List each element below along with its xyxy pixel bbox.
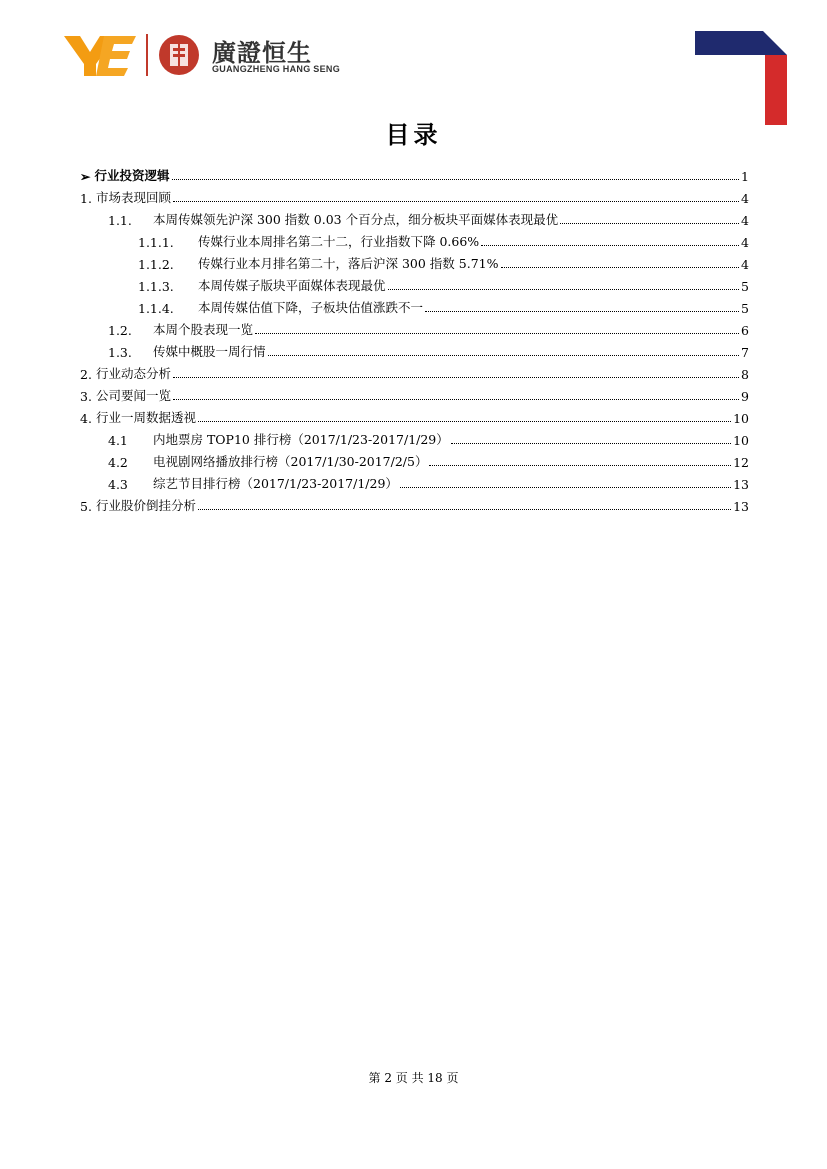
toc-entry-number: 1. xyxy=(80,191,92,206)
toc-entry-number: 1.1.1. xyxy=(138,235,174,250)
toc-entry-label: 行业股价倒挂分析 xyxy=(95,498,196,513)
toc-leader-dots xyxy=(172,179,740,180)
brand-name-en: GUANGZHENG HANG SENG xyxy=(212,64,341,74)
toc-entry-label: 本周传媒子版块平面媒体表现最优 xyxy=(198,278,386,293)
toc-page-number: 6 xyxy=(741,323,749,338)
toc-entry-number: 1.1.3. xyxy=(138,279,174,294)
toc-entry-label: 传媒行业本周排名第二十二，行业指数下降 0.66% xyxy=(198,234,480,249)
toc-entry-label: 传媒中概股一周行情 xyxy=(153,344,266,359)
toc-entry-number: 1.2. xyxy=(108,323,132,338)
toc-entry[interactable] xyxy=(108,450,749,470)
toc-leader-dots xyxy=(173,399,739,400)
toc-page-number: 8 xyxy=(741,367,749,382)
toc-entry[interactable] xyxy=(108,428,749,448)
toc-leader-dots xyxy=(388,289,739,290)
toc-entry[interactable] xyxy=(80,164,749,184)
toc-entry[interactable] xyxy=(138,274,749,294)
toc-page-number: 13 xyxy=(733,477,749,492)
toc-entry-number: 1.3. xyxy=(108,345,132,360)
toc-entry-number: 4.2 xyxy=(108,455,128,470)
toc-leader-dots xyxy=(198,509,731,510)
toc-entry-label: 公司要闻一览 xyxy=(95,388,171,403)
toc-entry-label: 本周传媒估值下降，子板块估值涨跌不一 xyxy=(198,300,424,315)
brand-name-cn: 廣證恒生 xyxy=(212,39,312,67)
toc-leader-dots xyxy=(173,201,739,202)
toc-page-number: 9 xyxy=(741,389,749,404)
toc-entry-label: 行业一周数据透视 xyxy=(95,410,196,425)
toc-entry-label: 电视剧网络播放排行榜（2017/1/30-2017/2/5） xyxy=(153,454,428,469)
toc-entry[interactable] xyxy=(108,318,749,338)
toc-entry-number: 4.3 xyxy=(108,477,128,492)
toc-entry-label: 本周个股表现一览 xyxy=(153,322,254,337)
toc-entry-label: 行业投资逻辑 xyxy=(94,168,170,183)
toc-page-number: 7 xyxy=(741,345,749,360)
toc-entry-label: 市场表现回顾 xyxy=(95,190,171,205)
toc-leader-dots xyxy=(400,487,731,488)
toc-entry-number: 5. xyxy=(80,499,92,514)
toc-entry-label: 内地票房 TOP10 排行榜（2017/1/23-2017/1/29） xyxy=(153,432,449,447)
toc-bullet-icon: ➢ xyxy=(80,169,91,184)
toc-page-number: 5 xyxy=(741,301,749,316)
toc-leader-dots xyxy=(198,421,731,422)
toc-leader-dots xyxy=(268,355,739,356)
toc-entry-number: 2. xyxy=(80,367,92,382)
toc-leader-dots xyxy=(255,333,739,334)
toc-page-number: 1 xyxy=(741,169,749,184)
toc-page-number: 4 xyxy=(741,213,749,228)
toc-entry[interactable] xyxy=(108,472,749,492)
toc-leader-dots xyxy=(451,443,731,444)
toc-entry[interactable] xyxy=(138,252,749,272)
toc-entry-label: 本周传媒领先沪深 300 指数 0.03 个百分点，细分板块平面媒体表现最优 xyxy=(153,212,559,227)
toc-entry-label: 综艺节目排行榜（2017/1/23-2017/1/29） xyxy=(153,476,398,491)
toc-page-number: 5 xyxy=(741,279,749,294)
toc-leader-dots xyxy=(481,245,739,246)
toc-entry-label: 行业动态分析 xyxy=(95,366,171,381)
corner-decoration xyxy=(695,31,787,125)
toc-entry-number: 4.1 xyxy=(108,433,128,448)
toc-entry[interactable] xyxy=(80,186,749,206)
toc-page-number: 10 xyxy=(733,411,749,426)
toc-entry[interactable] xyxy=(108,340,749,360)
toc-entry-number: 4. xyxy=(80,411,92,426)
page-footer: 第 2 页 共 18 页 xyxy=(368,1071,459,1085)
toc-page-number: 4 xyxy=(741,235,749,250)
toc-entry-label: 传媒行业本月排名第二十，落后沪深 300 指数 5.71% xyxy=(198,256,499,271)
toc-leader-dots xyxy=(501,267,740,268)
toc-entry[interactable] xyxy=(108,208,749,228)
toc-entry[interactable] xyxy=(80,362,749,382)
toc-entry[interactable] xyxy=(80,494,749,514)
toc-page-number: 13 xyxy=(733,499,749,514)
page-title: 目录 xyxy=(385,121,442,149)
toc-leader-dots xyxy=(425,311,739,312)
toc-entry-number: 1.1. xyxy=(108,213,132,228)
toc-page-number: 12 xyxy=(733,455,749,470)
toc-leader-dots xyxy=(173,377,739,378)
toc-entry[interactable] xyxy=(138,296,749,316)
toc-entry[interactable] xyxy=(80,406,749,426)
toc-leader-dots xyxy=(429,465,731,466)
toc-entry[interactable] xyxy=(80,384,749,404)
toc-page-number: 10 xyxy=(733,433,749,448)
toc-leader-dots xyxy=(560,223,739,224)
toc-entry-number: 3. xyxy=(80,389,92,404)
toc-entry[interactable] xyxy=(138,230,749,250)
toc-page-number: 4 xyxy=(741,191,749,206)
toc-entry-number: 1.1.4. xyxy=(138,301,174,316)
toc-page-number: 4 xyxy=(741,257,749,272)
toc-entry-number: 1.1.2. xyxy=(138,257,174,272)
